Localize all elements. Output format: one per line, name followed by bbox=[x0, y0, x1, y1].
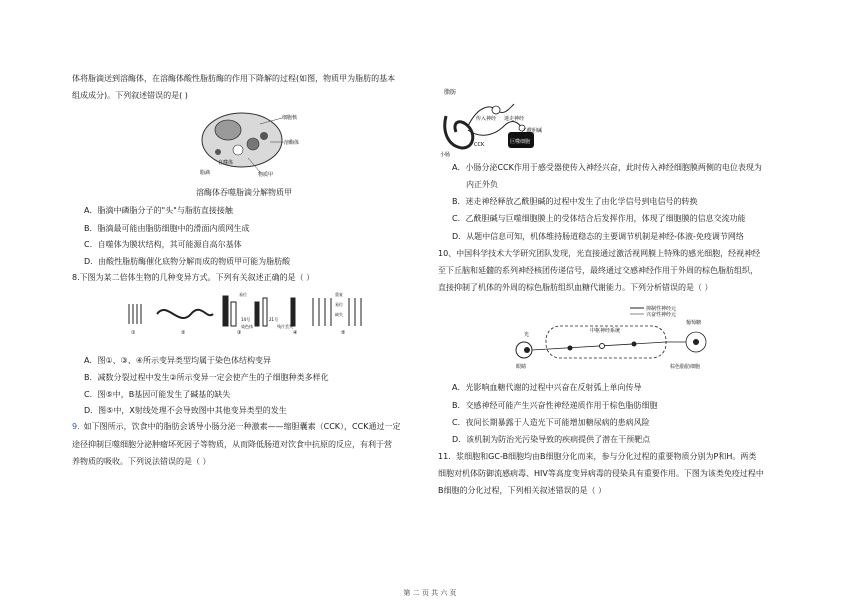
fig3-label-cck: CCK bbox=[474, 142, 485, 148]
q9-stem-line-2: 途径抑制巨噬细胞分泌肿瘤坏死因子等物质，从而降低肠道对饮食中抗原的反应，有利于营 bbox=[72, 440, 392, 449]
variation-figure bbox=[117, 288, 377, 336]
fig3-label-vagus: 迷走神经 bbox=[504, 116, 525, 122]
light-metabolism-figure bbox=[510, 300, 720, 372]
fig3-label-acetylcholine: 乙酰胆碱 bbox=[522, 128, 543, 134]
q9-option-c: C．乙酰胆碱与巨噬细胞膜上的受体结合后发挥作用，体现了细胞膜的信息交流功能 bbox=[452, 214, 746, 223]
q9-stem-line-1 bbox=[72, 422, 400, 432]
fig1-label-autophagosome: 自噬体 bbox=[218, 160, 234, 166]
fig2-label-chromosome: 染色体 bbox=[241, 324, 253, 329]
fig4-label-excitatory: 兴奋性神经元 bbox=[646, 312, 677, 318]
q9-stem-line-3: 养物质的吸收。下列说法错误的是（ ） bbox=[72, 457, 211, 466]
fig4-label-cns: 中枢神经系统 bbox=[590, 328, 621, 334]
q11-stem-line-3: B细胞的分化过程，下列相关叙述错误的是（ ） bbox=[438, 486, 607, 495]
q7-stem-line-2: 组成成分)。下列叙述错误的是( ) bbox=[72, 91, 188, 100]
q10-stem-line-1: 10、中国科学技术大学研究团队发现，光直接通过激活视网膜上特殊的感光细胞，经视神经 bbox=[438, 249, 761, 258]
q10-stem-line-3: 直接抑制了机体的外周的棕色脂肪组织血糖代谢能力。下列分析错误的是（ ） bbox=[438, 283, 713, 292]
q8-option-a: A．图①、③、④所示变异类型均属于染色体结构变异 bbox=[84, 356, 271, 365]
q9-option-a: A．小肠分泌CCK作用于感受器使传入神经兴奋，此时传入神经细胞膜两侧的电位表现为 bbox=[452, 163, 762, 172]
fig1-label-substance: 物质甲 bbox=[258, 172, 274, 178]
q10-option-b: B．交感神经可能产生兴奋性神经递质作用于棕色脂肪细胞 bbox=[452, 401, 658, 410]
fig1-label-lipid-droplet: 脂滴 bbox=[200, 170, 211, 176]
fig1-label-nucleus: 细胞核 bbox=[282, 115, 298, 121]
q8-option-b: B．减数分裂过程中发生②所示变异一定会使产生的子细胞种类多样化 bbox=[84, 373, 329, 382]
fig2-label-deletion: 缺失 bbox=[335, 312, 343, 317]
fig1-label-lysosome: 溶酶体 bbox=[284, 140, 300, 146]
q7-option-c: C．自噬体为膜状结构，其可能源自高尔基体 bbox=[84, 240, 242, 249]
q7-option-d: D．由酸性脂肪酶催化底物分解而成的物质甲可能为脂肪酸 bbox=[84, 257, 291, 266]
lysosome-figure bbox=[198, 108, 308, 178]
q9-option-b: B．迷走神经释放乙酰胆碱的过程中发生了由化学信号到电信号的转换 bbox=[452, 197, 698, 206]
fig2-label-4: ④ bbox=[293, 330, 298, 336]
fig3-label-fat: 脂肪 bbox=[444, 89, 457, 96]
fig2-label-1: ① bbox=[131, 330, 136, 336]
q8-option-c: C．图⑤中，B基因可能发生了碱基的缺失 bbox=[84, 390, 231, 399]
q9-number: 9. bbox=[72, 422, 80, 431]
fig4-label-brown-fat: 棕色脂肪细胞 bbox=[670, 364, 701, 370]
fig4-label-inhibitory: 抑制性神经元 bbox=[646, 306, 677, 312]
fig2-label-21: 21号 bbox=[269, 317, 279, 322]
fig2-label-fragment-lost: 残片丢失 bbox=[277, 324, 293, 329]
fig2-label-translocation-2: 易位 bbox=[335, 302, 343, 307]
fig2-label-14: 14号 bbox=[241, 317, 251, 322]
q9-stem-text-1: 如下图所示，饮食中的脂肪会诱导小肠分泌一种激素——缩胆囊素（CCK），CCK通过一定 bbox=[83, 422, 401, 431]
fig4-label-light: 光 bbox=[524, 332, 530, 338]
q11-stem-line-1: 11．浆细胞和GC-B细胞均由B细胞分化而来，参与分化过程的重要物质分别为P和H。两类 bbox=[438, 452, 757, 461]
fig2-label-duplication: 重复 bbox=[335, 292, 343, 297]
q10-stem-line-2: 至下丘脑和延髓的系列神经核团传递信号，最终通过交感神经作用于外周的棕色脂肪组织， bbox=[438, 266, 758, 275]
q8-option-d: D．图⑤中，X射线处理不会导致图中其他变异类型的发生 bbox=[84, 406, 287, 415]
cck-pathway-figure bbox=[438, 86, 558, 158]
page-footer: 第 二 页 共 六 页 bbox=[403, 589, 457, 597]
fig4-label-glucose: 葡萄糖 bbox=[686, 320, 702, 326]
fig4-label-eye: 眼睛 bbox=[516, 364, 527, 370]
fig3-label-macrophage: 巨噬细胞 bbox=[510, 139, 531, 145]
fig2-label-5: ⑤ bbox=[341, 330, 346, 336]
fig2-label-translocation: 易位 bbox=[239, 292, 247, 297]
q7-stem-line-1: 体将脂滴送到溶酶体，在溶酶体酸性脂肪酶的作用下降解的过程(如图，物质甲为脂肪的基本 bbox=[72, 74, 396, 83]
q9-option-d: D．从题中信息可知，机体维持肠道稳态的主要调节机制是神经-体液-免疫调节网络 bbox=[452, 232, 744, 241]
q7-option-b: B．脂滴最可能由脂肪细胞中的滑面内质网生成 bbox=[84, 224, 250, 233]
fig1-caption: 溶酶体吞噬脂滴分解物质甲 bbox=[196, 188, 292, 197]
fig2-label-2: ② bbox=[181, 330, 186, 336]
q8-stem: 8.下图为某二倍体生物的几种变异方式。下列有关叙述正确的是（ ） bbox=[72, 273, 315, 282]
q7-option-a: A．脂滴中磷脂分子的"头"与脂肪直接接触 bbox=[84, 206, 233, 215]
q10-option-a: A．光影响血糖代谢的过程中兴奋在反射弧上单向传导 bbox=[452, 383, 642, 392]
q10-option-c: C．夜间长期暴露于人造光下可能增加糖尿病的患病风险 bbox=[452, 418, 650, 427]
fig3-label-afferent: 传入神经 bbox=[476, 116, 497, 122]
q9-option-a-cont: 内正外负 bbox=[466, 180, 498, 189]
fig3-label-intestine: 小肠 bbox=[440, 152, 451, 158]
q11-stem-line-2: 细胞对机体防御流感病毒、HIV等高度变异病毒的侵染具有重要作用。下图为该类免疫过程中 bbox=[438, 469, 764, 478]
fig2-label-3: ③ bbox=[237, 330, 242, 336]
q10-option-d: D．该机制为防治光污染导致的疾病提供了潜在干预靶点 bbox=[452, 435, 651, 444]
